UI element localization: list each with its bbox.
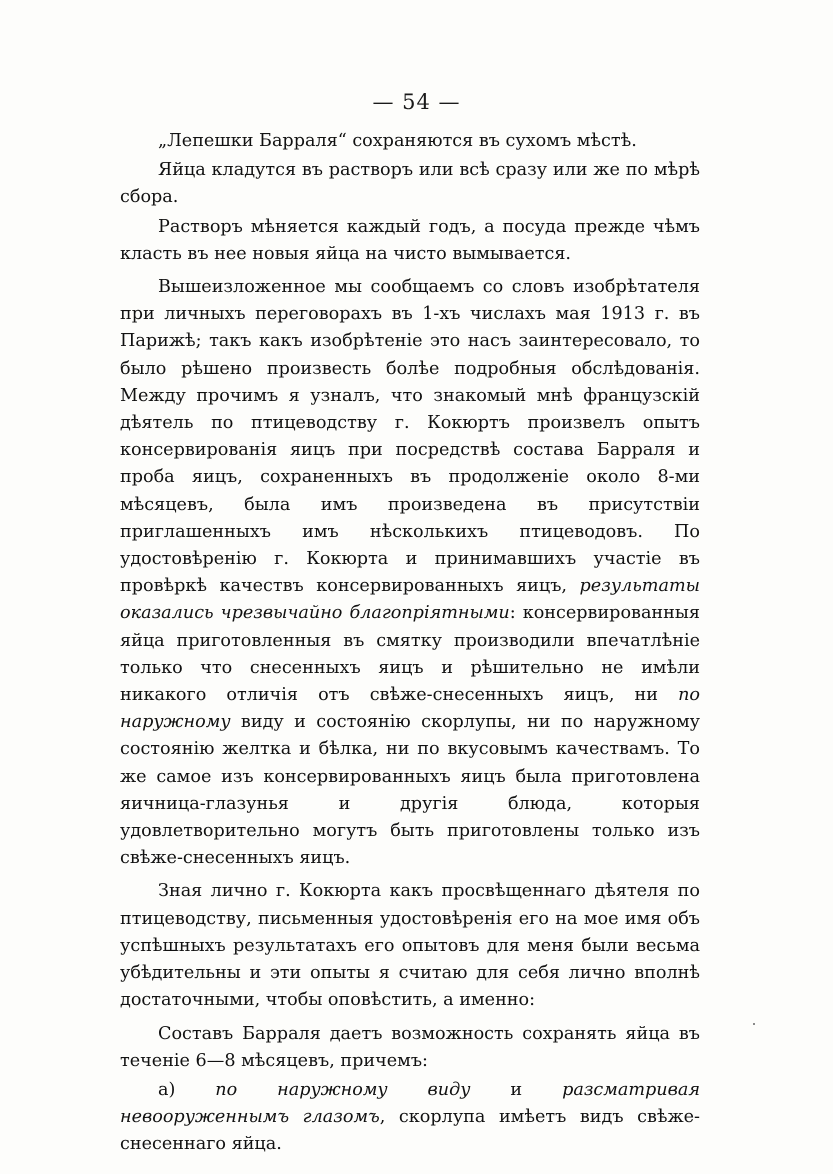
print-speck <box>753 1023 755 1025</box>
italic-text-segment: по наружному <box>120 685 700 733</box>
text-segment: Растворъ мѣняется каждый годъ, а посуда прежде чѣмъ класть въ нее новыя яйца на чисто вымывается. <box>120 216 700 264</box>
text-segment: и <box>470 1079 563 1100</box>
text-segment: „Лепешки Барраля“ сохраняются въ сухомъ мѣстѣ. <box>158 131 637 151</box>
italic-text-segment: по наружному виду <box>215 1079 471 1100</box>
text-segment: а) <box>158 1079 216 1100</box>
body-text <box>120 128 700 1165</box>
page-number: — 54 — <box>372 90 461 114</box>
text-segment: Яйца кладутся въ растворъ или всѣ сразу или же по мѣрѣ сбора. <box>120 160 700 208</box>
text-segment: Вышеизложенное мы сообщаемъ со словъ изобрѣтателя при личныхъ переговорахъ въ 1-хъ числахъ мая 1913 г. въ Парижѣ; такъ какъ изобрѣтеніе это насъ заинтересовало, то было рѣшено произвесть болѣе подробныя обслѣдованія. Между прочимъ я узналъ, что знакомый мнѣ французскій дѣятель по птицеводству г. Кокюртъ произвелъ опытъ консервированія яицъ при посредствѣ состава Барраля и проба яицъ, сохраненныхъ въ продолженіе около 8-ми мѣсяцевъ, была имъ произведена въ присутствіи приглашенныхъ имъ нѣсколькихъ птицеводовъ. По удостовѣренію г. Кокюрта и принимавшихъ участіе въ провѣркѣ качествъ консервированныхъ яицъ, <box>120 277 700 597</box>
text-segment: виду и состоянію скорлупы, ни по наружному состоянію желтка и бѣлка, ни по вкусовымъ качествамъ. То же самое изъ консервированныхъ яицъ была приготовлена яичница-глазунья и другія блюда, которыя удовлетворительно могутъ быть приготовлены только изъ свѣже-снесенныхъ яицъ. <box>120 712 700 869</box>
paragraph <box>120 1021 700 1075</box>
paragraph <box>120 878 700 1014</box>
text-segment: Составъ Барраля даетъ возможность сохранять яйца въ теченіе 6—8 мѣсяцевъ, причемъ: <box>120 1023 700 1071</box>
paragraph <box>120 1077 700 1159</box>
italic-text-segment: результаты оказались чрезвычайно благопріятными <box>120 576 700 624</box>
text-segment: , скорлупа имѣетъ видъ свѣже-снесеннаго яйца. <box>120 1107 700 1155</box>
text-segment: : консервированныя яйца приготовленныя въ смятку производили впечатлѣніе только что снесенныхъ яицъ и рѣшительно не имѣли никакого отличія отъ свѣже-снесенныхъ яицъ, ни <box>120 603 700 706</box>
paragraph <box>120 214 700 268</box>
paragraph <box>120 274 700 872</box>
text-segment: Зная лично г. Кокюрта какъ просвѣщеннаго дѣятеля по птицеводству, письменныя удостовѣренія его на мое имя объ успѣшныхъ результатахъ его опытовъ для меня были весьма убѣдительны и эти опыты я считаю для себя лично вполнѣ достаточными, чтобы оповѣстить, а именно: <box>120 881 700 1011</box>
italic-text-segment: разсматривая невооруженнымъ глазомъ <box>120 1079 700 1128</box>
paragraph <box>120 128 700 155</box>
paragraph <box>120 157 700 211</box>
